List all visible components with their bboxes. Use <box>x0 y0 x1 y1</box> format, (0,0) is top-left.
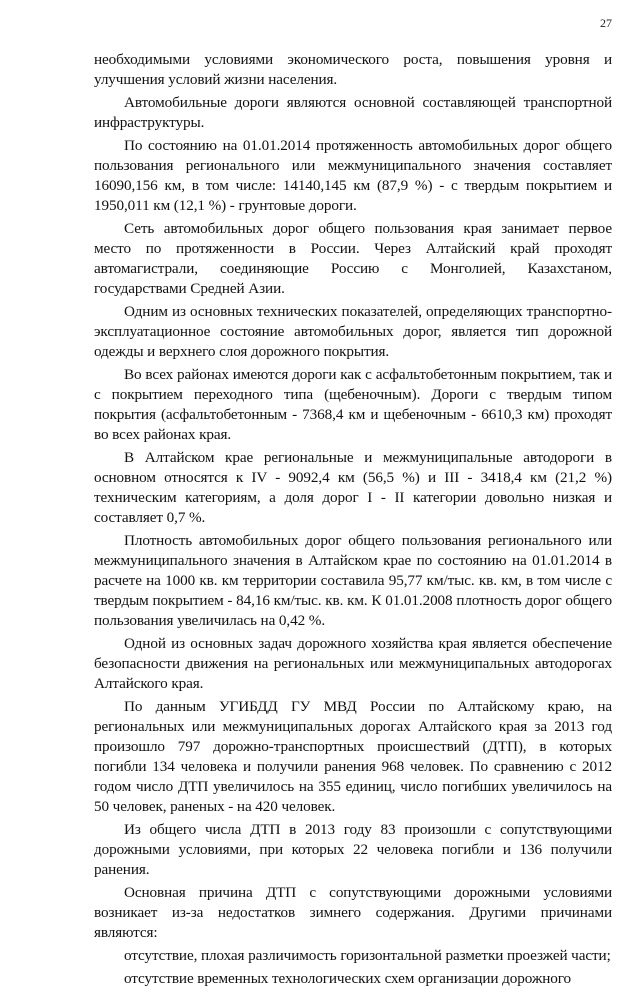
paragraph-technical-indicators: Одним из основных технических показателей, определяющих транспортно-эксплуатационное состояние автомобильных дорог, является тип дорожной одежды и верхнего слоя дорожного покрытия. <box>94 303 612 360</box>
paragraph-road-network: Сеть автомобильных дорог общего пользования края занимает первое место по протяженности в России. Через Алтайский край проходят автомагистрали, соединяющие Россию с Монголией, Казахстаном, государствами Средней Азии. <box>94 220 612 297</box>
paragraph-road-categories: В Алтайском крае региональные и межмуниципальные автодороги в основном относятся к IV - 9092,4 км (56,5 %) и III - 3418,4 км (21,2 %) техническим категориям, а доля дорог I - II категории довольно низкая и составляет 0,7 %. <box>94 449 612 526</box>
paragraph-road-conditions-accidents: Из общего числа ДТП в 2013 году 83 произошли с сопутствующими дорожными условиями, при которых 22 человека погибли и 136 получили ранения. <box>94 821 612 878</box>
paragraph-safety-task: Одной из основных задач дорожного хозяйства края является обеспечение безопасности движения на региональных или межмуниципальных автодорогах Алтайского края. <box>94 635 612 692</box>
paragraph-roads-infrastructure: Автомобильные дороги являются основной составляющей транспортной инфраструктуры. <box>94 94 612 131</box>
page-number: 27 <box>600 16 612 30</box>
paragraph-continuation: необходимыми условиями экономического роста, повышения уровня и улучшения условий жизни населения. <box>94 51 612 88</box>
list-item-marking: отсутствие, плохая различимость горизонтальной разметки проезжей части; <box>124 947 611 964</box>
paragraph-pavement-types: Во всех районах имеются дороги как с асфальтобетонным покрытием, так и с покрытием переходного типа (щебеночным). Дороги с твердым типом покрытия (асфальтобетонным - 7368,4 км и щебеночным - 6610,3 км) проходят во всех районах края. <box>94 366 612 443</box>
paragraph-road-length: По состоянию на 01.01.2014 протяженность автомобильных дорог общего пользования регионального или межмуниципального значения составляет 16090,156 км, в том числе: 14140,145 км (87,9 %) - с твердым покрытием и 1950,011 км (12,1 %) - грунтовые дороги. <box>94 137 612 214</box>
paragraph-accident-stats: По данным УГИБДД ГУ МВД России по Алтайскому краю, на региональных или межмуниципальных дорогах Алтайского края за 2013 год произошло 797 дорожно-транспортных происшествий (ДТП), в которых погибли 134 человека и получили ранения 968 человек. По сравнению с 2012 годом число ДТП увеличилось на 355 единиц, число погибших увеличилось на 50 человек, раненых - на 420 человек. <box>94 698 612 815</box>
paragraph-road-density: Плотность автомобильных дорог общего пользования регионального или межмуниципального значения в Алтайском крае по состоянию на 01.01.2014 в расчете на 1000 кв. км территории составила 95,77 км/тыс. кв. км, в том числе с твердым покрытием - 84,16 км/тыс. кв. км. К 01.01.2008 плотность дорог общего пользования увеличилась на 0,42 %. <box>94 532 612 629</box>
paragraph-main-cause: Основная причина ДТП с сопутствующими дорожными условиями возникает из-за недостатков зимнего содержания. Другими причинами являются: <box>94 884 612 941</box>
list-item-schemes: отсутствие временных технологических схем организации дорожного <box>124 970 572 987</box>
document-body <box>94 50 612 992</box>
